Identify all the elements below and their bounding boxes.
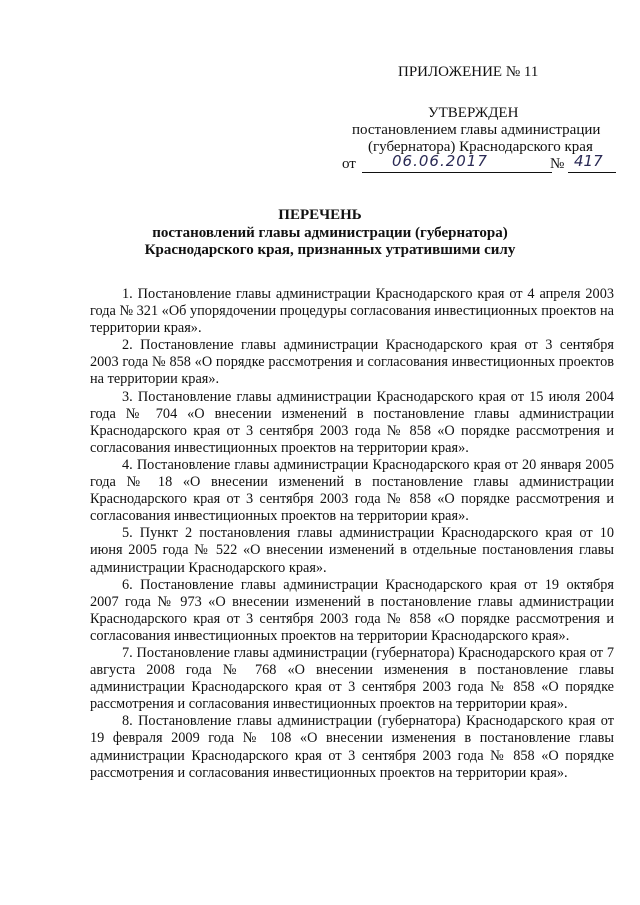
document-title: ПЕРЕЧЕНЬ xyxy=(278,207,362,223)
approved-by-line-1: постановлением главы администрации xyxy=(352,122,601,138)
date-underline xyxy=(362,172,552,173)
document-subtitle-line-1: постановлений главы администрации (губернатора) xyxy=(152,225,508,241)
date-number-line xyxy=(342,152,618,178)
approved-label: УТВЕРЖДЕН xyxy=(428,105,519,121)
handwritten-date: 06.06.2017 xyxy=(392,152,488,170)
appendix-label: ПРИЛОЖЕНИЕ № 11 xyxy=(398,64,539,80)
list-item: 8. Постановление главы администрации (губернатора) Краснодарского края от 19 февраля 2009 года № 108 «О внесении изменения в постановление главы администрации Краснодарского края от 3 сентября 2003 года № 858 «О порядке рассмотрения и согласования инвестиционных проектов на территории края». xyxy=(90,713,614,781)
document-subtitle-line-2: Краснодарского края, признанных утратившими силу xyxy=(144,242,516,258)
list-item: 5. Пункт 2 постановления главы администрации Краснодарского края от 10 июня 2005 года № 522 «О внесении изменений в отдельные постановления главы администрации Краснодарского края». xyxy=(90,525,614,576)
number-label: № xyxy=(550,156,565,172)
list-item: 1. Постановление главы администрации Краснодарского края от 4 апреля 2003 года № 321 «Об упорядочении процедуры согласования инвестиционных проектов на территории края». xyxy=(90,286,615,337)
list-item: 3. Постановление главы администрации Краснодарского края от 15 июля 2004 года № 704 «О внесении изменений в постановление главы администрации Краснодарского края от 3 сентября 2003 года № 858 «О порядке рассмотрения и согласования инвестиционных проектов на территории края». xyxy=(90,388,614,456)
approved-by-line-2: (губернатора) Краснодарского края xyxy=(368,139,593,155)
list-item: 4. Постановление главы администрации Краснодарского края от 20 января 2005 года № 18 «О внесении изменений в постановление главы администрации Краснодарского края от 3 сентября 2003 года № 858 «О порядке рассмотрения и согласования инвестиционных проектов на территории края». xyxy=(90,456,614,525)
from-label: от xyxy=(342,156,356,172)
number-underline xyxy=(568,172,616,173)
list-item: 2. Постановление главы администрации Краснодарского края от 3 сентября 2003 года № 858 «О порядке рассмотрения и согласования инвестиционных проектов на территории края». xyxy=(90,337,614,388)
handwritten-number: 417 xyxy=(574,152,603,170)
document-body xyxy=(90,286,614,782)
list-item: 7. Постановление главы администрации (губернатора) Краснодарского края от 7 августа 2008 года № 768 «О внесении изменения в постановление главы администрации Краснодарского края от 3 сентября 2003 года № 858 «О порядке рассмотрения и согласования инвестиционных проектов на территории края». xyxy=(90,644,614,713)
list-item: 6. Постановление главы администрации Краснодарского края от 19 октября 2007 года № 973 «О внесении изменений в постановление главы администрации Краснодарского края от 3 сентября 2003 года № 858 «О порядке рассмотрения и согласования инвестиционных проектов на территории Краснодарского края». xyxy=(90,576,614,644)
